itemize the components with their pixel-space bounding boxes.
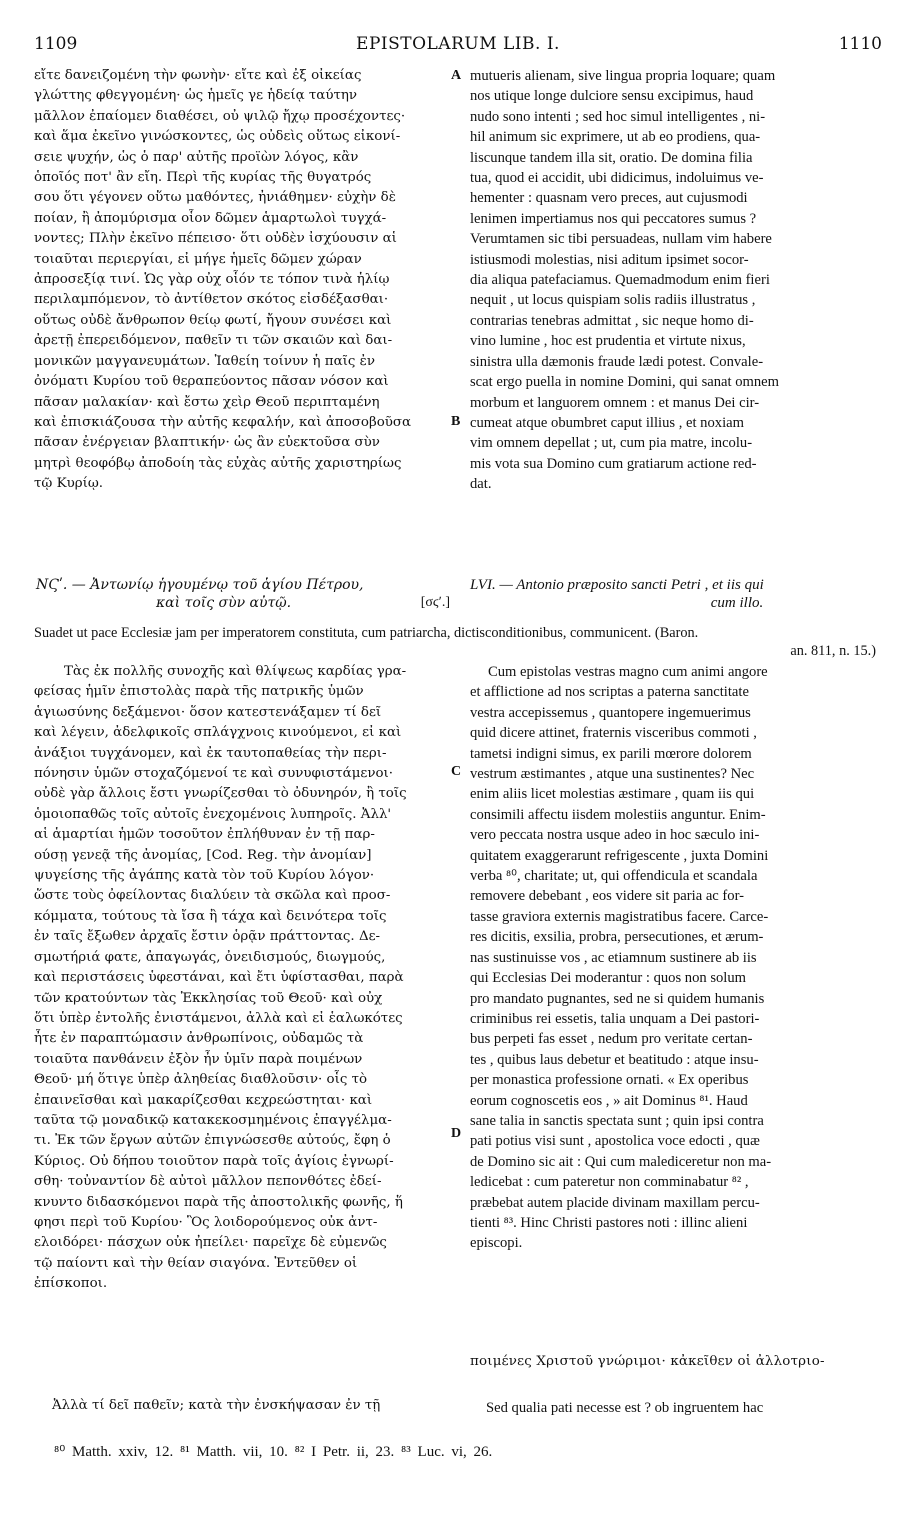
latin-top-line: sinistra ulla dæmonis fraude lædi potest. Convale- [470,353,764,370]
latin-column-bottom [470,662,884,1254]
greek-bottom-line: Κύριος. Οὐ δήπου τοιοῦτον παρὰ τοῖς ἁγίοις ἐγνωρί- [34,1153,394,1169]
page-number-right: 1110 [838,34,882,54]
latin-bottom-line: criminibus rei essetis, talia unquam a Dei pastori- [470,1010,760,1027]
latin-bottom-line: qui Ecclesias Dei moderantur : quos non solum [470,970,747,987]
latin-bottom-line: quid dicere attinet, fraternis visceribus commoti , [470,725,757,742]
latin-top-line: hementer : quasnam vero preces, aut cujusmodi [470,190,748,207]
latin-top-line: morbum et languorem omnem : et manus Dei cir- [470,394,760,411]
greek-bottom-line: τι. Ἐκ τῶν ἔργων αὐτῶν ἐπιγνώσεσθε αὐτούς, ἔφη ὁ [34,1133,391,1149]
greek-top-line: περιλαμπόμενον, τὸ ἀντίθετον σκότος εἰσδέξασθαι· [34,292,389,308]
letter-heading-greek [36,576,450,612]
letter-summary [34,624,876,660]
latin-bottom-line: Cum epistolas vestras magno cum animi angore [488,664,768,680]
latin-top-line: scat ergo puella in nomine Domini, qui sanat omnem [470,374,779,391]
greek-bottom-line: αἱ ἁμαρτίαι ἡμῶν τοσοῦτον ἐπλήθυναν ἐν τῇ παρ- [34,827,375,843]
latin-bottom-line: per monastica professione ornati. « Ex operibus [470,1072,749,1089]
greek-bottom-line: ψυγείσης τῆς ἀγάπης κατὰ τὸν τοῦ Κυρίου λόγον· [34,868,375,884]
greek-bottom-line: ούσῃ γενεᾷ τῆς ἀνομίας, [Cod. Reg. τὴν ἀνομίαν] [34,847,372,863]
latin-bottom-line: et afflictione ad nos scriptas a paterna sanctitate [470,684,749,701]
heading-greek-line2: καὶ τοῖς σὺν αὐτῷ. [156,595,292,611]
latin-bottom-line: de Domino sic ait : Qui cum malediceretur non ma- [470,1153,772,1170]
page-number-left: 1109 [34,34,78,54]
latin-bottom-line: pati potius visi sunt , apostolica voce edocti , quæ [470,1133,760,1150]
latin-bottom-line: vero peccata nostra usque adeo in hoc sæculo ini- [470,827,760,844]
greek-bottom-line: κνυντο διδασκόμενοι παρὰ τῆς ἀποστολικῆς φωνῆς, ἥ [34,1194,403,1210]
greek-bottom-line: κόμματα, τούτους τὰ ἴσα ἢ τάχα καὶ δεινότερα τοῖς [34,908,387,924]
latin-top-line: vino lumine , hoc est prudentia et virtute nixus, [470,333,746,350]
greek-bottom-line: ἐπαινεῖσθαι καὶ μακαρίζεσθαι κεχρεώστηται· καὶ [34,1092,373,1108]
latin-bottom-line: nas sustinuisse vos , ac etiamnum sustinere ab iis [470,949,757,966]
greek-top-line: καὶ ἅμα ἐκεῖνο γινώσκοντες, ὡς οὐδεὶς οὕτως εἰκονί- [34,129,401,145]
latin-bottom-line: sane talia in sanctis spectata sunt ; quin ipsi contra [470,1112,764,1129]
greek-bottom-line: ὅτι ὑπὲρ ἐντολῆς ἐνιστάμενοι, ἀλλὰ καὶ εἰ ἑαλωκότες [34,1010,403,1026]
latin-top-line: nos utique longe dulciore sensu excipimus, haud [470,88,754,105]
greek-bottom-line: ταῦτα τῷ μοναδικῷ κατακεκοσμημένοις ἐπαγγέλμα- [34,1112,392,1128]
latin-bottom-line: removere debebant , eos videre sit paria ac for- [470,888,745,905]
latin-top-line: contrarias tenebras admittat , sic neque homo di- [470,312,754,329]
greek-top-line: νοντες; Πλὴν ἐκεῖνο πέπεισο· ὅτι οὐδὲν ἰσχύουσιν αἱ [34,231,397,247]
greek-top-line: σου ὅτι γέγονεν οὕτω μαθόντες, ἠνιάθημεν· εὐχὴν δὲ [34,190,396,206]
latin-bottom-line: præbebat autem placide divinam maxillam percu- [470,1194,760,1211]
summary-line1: Suadet ut pace Ecclesiæ jam per imperatorem constituta, cum patriarcha, dictisconditionibus, communicent. (Baron. [34,625,699,641]
greek-bottom-line: φείσας ἡμῖν ἐπιστολὰς παρὰ τῆς πατρικῆς ὑμῶν [34,684,364,700]
summary-line2: an. 811, n. 15.) [790,643,876,659]
margin-letter-b: B [451,414,461,429]
running-title: EPISTOLARUM LIB. I. [356,34,560,54]
latin-bottom-line: tes , quibus laus debetur et beatitudo : atque insu- [470,1051,759,1068]
letter-heading-latin [470,576,884,612]
greek-bottom-line: ἦτε ἐν παραπτώμασιν ἀνθρωπίνοις, οὐδαμῶς τὰ [34,1031,364,1047]
greek-top-line: εἴτε δανειζομένη τὴν φωνὴν· εἴτε καὶ ἐξ οἰκείας [34,68,362,83]
greek-column-bottom [34,662,450,1295]
greek-top-line: ἀπροσεξίᾳ τινί. Ὡς γὰρ οὐχ οἷόν τε τόπον τινὰ ἡλίῳ [34,272,390,288]
latin-top-line: vim omnem depellat ; ut, cum pia matre, incolu- [470,435,753,452]
latin-bottom-line: vestrum æstimantes , atque una sustinentes? Nec [470,766,755,783]
greek-bottom-line: ἐπίσκοποι. [34,1276,108,1292]
greek-final-line [34,1396,450,1416]
latin-bottom-line: tametsi indigni simus, ex parili mœrore dolorem [470,745,752,762]
greek-bottom-line: τῶν κρατούντων τὰς Ἐκκλησίας τοῦ Θεοῦ· καὶ οὐχ [34,990,383,1006]
greek-top-line: μᾶλλον ἐπαίομεν διαθέσει, οὐ ψιλῷ ἤχῳ προσέχοντες· [34,108,406,124]
greek-top-line: σειε ψυχήν, ὡς ὁ παρ' αὐτῆς προϊὼν λόγος, κἂν [34,149,359,165]
latin-top-line: liscunque tandem illa sit, oratio. De domina filia [470,149,753,166]
heading-latin-line2: cum illo. [710,595,764,611]
latin-top-line: nequit , ut locus quispiam solis radiis illustratus , [470,292,756,309]
greek-bottom-line: τῷ παίοντι καὶ τὴν θείαν σιαγόνα. Ἐντεῦθεν οἱ [34,1255,358,1271]
latin-bottom-line: consimili affectu iisdem molestiis anguntur. Enim- [470,806,766,823]
latin-final-line [470,1398,884,1418]
greek-top-line: πᾶσαν ἐνέργειαν βλαπτικήν· ὡς ἂν εὐεκτοῦσα σὺν [34,435,380,451]
greek-bottom-line: οὐδὲ γὰρ ἄλλοις ἔστι γνωρίζεσθαι τὸ ὀδυνηρόν, ἢ τοῖς [34,786,407,802]
latin-column-greek-text: ποιμένες Χριστοῦ γνώριμοι· κἀκεῖθεν οἱ ἀλλοτριο- [470,1354,825,1369]
latin-top-line: cumeat atque obumbret caput illius , et noxiam [470,414,744,431]
greek-top-line: ὀνόματι Κυρίου τοῦ θεραπεύοντος πᾶσαν νόσον καὶ [34,374,389,390]
latin-bottom-line: tasse graviora externis magistratibus facere. Carce- [470,908,769,925]
latin-top-line: Verumtamen sic tibi persuadeas, nullam vim habere [470,231,772,248]
latin-top-line: nudo sono intenti ; sed hoc simul intelligentes , ni- [470,108,766,125]
greek-bottom-line: ὁμοιοπαθῶς τοῖς αὐτοῖς ἐνεχομένοις λυπηροῖς. Ἀλλ' [34,806,392,822]
greek-bottom-line: ὥστε τοὺς ὀφείλοντας διαλύειν τὰ σκῶλα καὶ προσ- [34,888,391,904]
latin-bottom-line: res dicitis, exsilia, probra, persecutiones, et ærum- [470,929,764,946]
page-header [34,34,882,58]
latin-bottom-line: quitatem exaggerarunt refrigescente , juxta Domini [470,847,769,864]
greek-top-line: μητρὶ θεοφόβῳ ἀποδοίη τὰς εὐχὰς αὐτῆς χαριστηρίως [34,455,402,471]
latin-bottom-line: ledicebat : cum pateretur non comminabatur ⁸² , [470,1174,749,1191]
latin-column-top [470,66,884,495]
latin-top-line: dia aliqua patefaciamus. Quemadmodum enim fieri [470,272,770,289]
latin-bottom-line: tienti ⁸³. Hinc Christi pastores noti : illinc alieni [470,1214,748,1231]
greek-top-line: ἀρετῇ ἐπερειδόμενον, παθεῖν τι τῶν σκαιῶν καὶ δαι- [34,333,393,349]
greek-bottom-line: Τὰς ἐκ πολλῆς συνοχῆς καὶ θλίψεως καρδίας γρα- [64,664,407,679]
latin-top-line: lenimen impertiamus nos qui peccatores sumus ? [470,210,757,227]
greek-final-text: Ἀλλὰ τί δεῖ παθεῖν; κατὰ τὴν ἐνσκήψασαν ἐν τῇ [52,1398,381,1413]
greek-top-line: οὕτως οὐδὲ ἄνθρωπον θείῳ φωτί, ἤγουν συνέσει καὶ [34,312,392,328]
greek-bottom-line: καὶ περιστάσεις ὑφεστάναι, καὶ ἔτι ὑφίστασθαι, παρὰ [34,970,404,986]
greek-bottom-line: σθη· τοὐναντίον δὲ αὐτοὶ μᾶλλον πεπονθότες ἐδεί- [34,1174,382,1190]
latin-bottom-line: pro mandato pugnantes, sed ne si quidem humanis [470,990,765,1007]
heading-greek-line1: ΝϚʹ. — Ἀντωνίῳ ἡγουμένῳ τοῦ ἁγίου Πέτρου, [36,577,364,593]
margin-letter-a: A [451,68,462,83]
greek-top-line: καὶ ἐπισκιάζουσα τὴν αὐτῆς κεφαλήν, καὶ ἀποσοβοῦσα [34,414,412,430]
margin-letter-c: C [451,764,462,779]
greek-top-line: τοιαῦται περιεργίαι, εἰ μήγε ἡμεῖς δῶμεν χώραν [34,251,362,267]
greek-top-line: μονικῶν μαγγανευμάτων. Ἰαθείη τοίνυν ἡ παῖς ἐν [34,353,375,369]
greek-bottom-line: καὶ λέγειν, ἀδελφικοῖς σπλάγχνοις κινούμενοι, εἰ καὶ [34,725,402,741]
greek-bottom-line: φησι περὶ τοῦ Κυρίου· Ὃς λοιδορούμενος οὐκ ἀντ- [34,1214,378,1230]
latin-top-line: mutueris alienam, sive lingua propria loquare; quam [470,68,776,84]
latin-top-line: tua, quod ei accidit, ubi didicimus, indoluimus ve- [470,170,764,187]
heading-latin-line1: LVI. — Antonio præposito sancti Petri , et iis qui [470,577,764,593]
latin-bottom-line: enim aliis licet molestias æstimare , quam iis qui [470,786,755,803]
greek-bottom-line: ἐν ταῖς ἔξωθεν ἀρχαῖς ἔστιν ὁρᾷν πράττοντας. Δε- [34,929,381,945]
greek-bottom-line: Θεοῦ· μή ὅτιγε ὑπὲρ ἀληθείας διαθλοῦσιν· οἷς τὸ [34,1072,368,1088]
greek-top-line: γλώττης φθεγγομένη· ὡς ἡμεῖς γε ἡδείᾳ ταύτην [34,88,358,104]
margin-letter-d: D [451,1126,462,1141]
greek-bottom-line: πόνησιν ὑμῶν στοχαζόμενοί τε καὶ συνυφιστάμενοι· [34,766,394,782]
greek-bottom-line: ἁγιωσύνης δεξάμενοι· ὅσον κατεστενάξαμεν τί δεῖ [34,704,382,720]
heading-greek-number: [σϛʹ.] [420,595,450,610]
latin-top-line: mis vota sua Domino cum gratiarum actione red- [470,455,757,472]
latin-bottom-line: vestra accepissemus , quantopere ingemuerimus [470,704,751,721]
greek-top-line: ὁποῖός ποτ' ἂν εἴη. Περὶ τῆς κυρίας τῆς θυγατρός [34,170,372,186]
latin-top-line: hil animum sic exprimere, ut ab eo prodiens, qua- [470,129,761,146]
greek-column-top [34,66,450,495]
latin-bottom-line: bus perpeti fas esset , nedum pro veritate certan- [470,1031,753,1048]
greek-top-line: πᾶσαν μαλακίαν· καὶ ἔστω χεὶρ Θεοῦ περιπταμένη [34,394,380,410]
latin-bottom-line: eorum cognoscetis eos , » ait Dominus ⁸¹. Haud [470,1092,748,1109]
latin-greek-line [470,1352,884,1372]
latin-bottom-line: verba ⁸⁰, charitate; ut, qui offendicula et scandala [470,868,758,885]
latin-top-line: istiusmodi molestias, nisi aditum ipsimet socor- [470,251,749,268]
greek-top-line: τῷ Κυρίῳ. [34,476,104,492]
greek-bottom-line: τοιαῦτα πανθάνειν ἐξὸν ἦν ὑμῖν παρὰ ποιμένων [34,1051,363,1067]
latin-top-line: dat. [470,476,492,493]
greek-bottom-line: ελοιδόρει· πάσχων οὐκ ἠπείλει· παρεῖχε δὲ εὐμενῶς [34,1235,387,1251]
latin-final-text: Sed qualia pati necesse est ? ob ingruentem hac [486,1400,764,1416]
greek-top-line: ποίαν, ἢ ἀπομύρισμα οἷον δῶμεν ἁμαρτωλοὶ τυγχά- [34,210,387,226]
greek-bottom-line: ἀνάξιοι τυγχάνομεν, καὶ ἐκ ταυτοπαθείας τὴν περι- [34,745,387,761]
greek-bottom-line: σμωτήριά φατε, ἀπαγωγάς, ὀνειδισμούς, διωγμούς, [34,949,386,965]
footnotes: ⁸⁰ Matth. xxiv, 12. ⁸¹ Matth. vii, 10. ⁸² I Petr. ii, 23. ⁸³ Luc. vi, 26. [54,1444,493,1460]
latin-bottom-line: episcopi. [470,1235,523,1252]
